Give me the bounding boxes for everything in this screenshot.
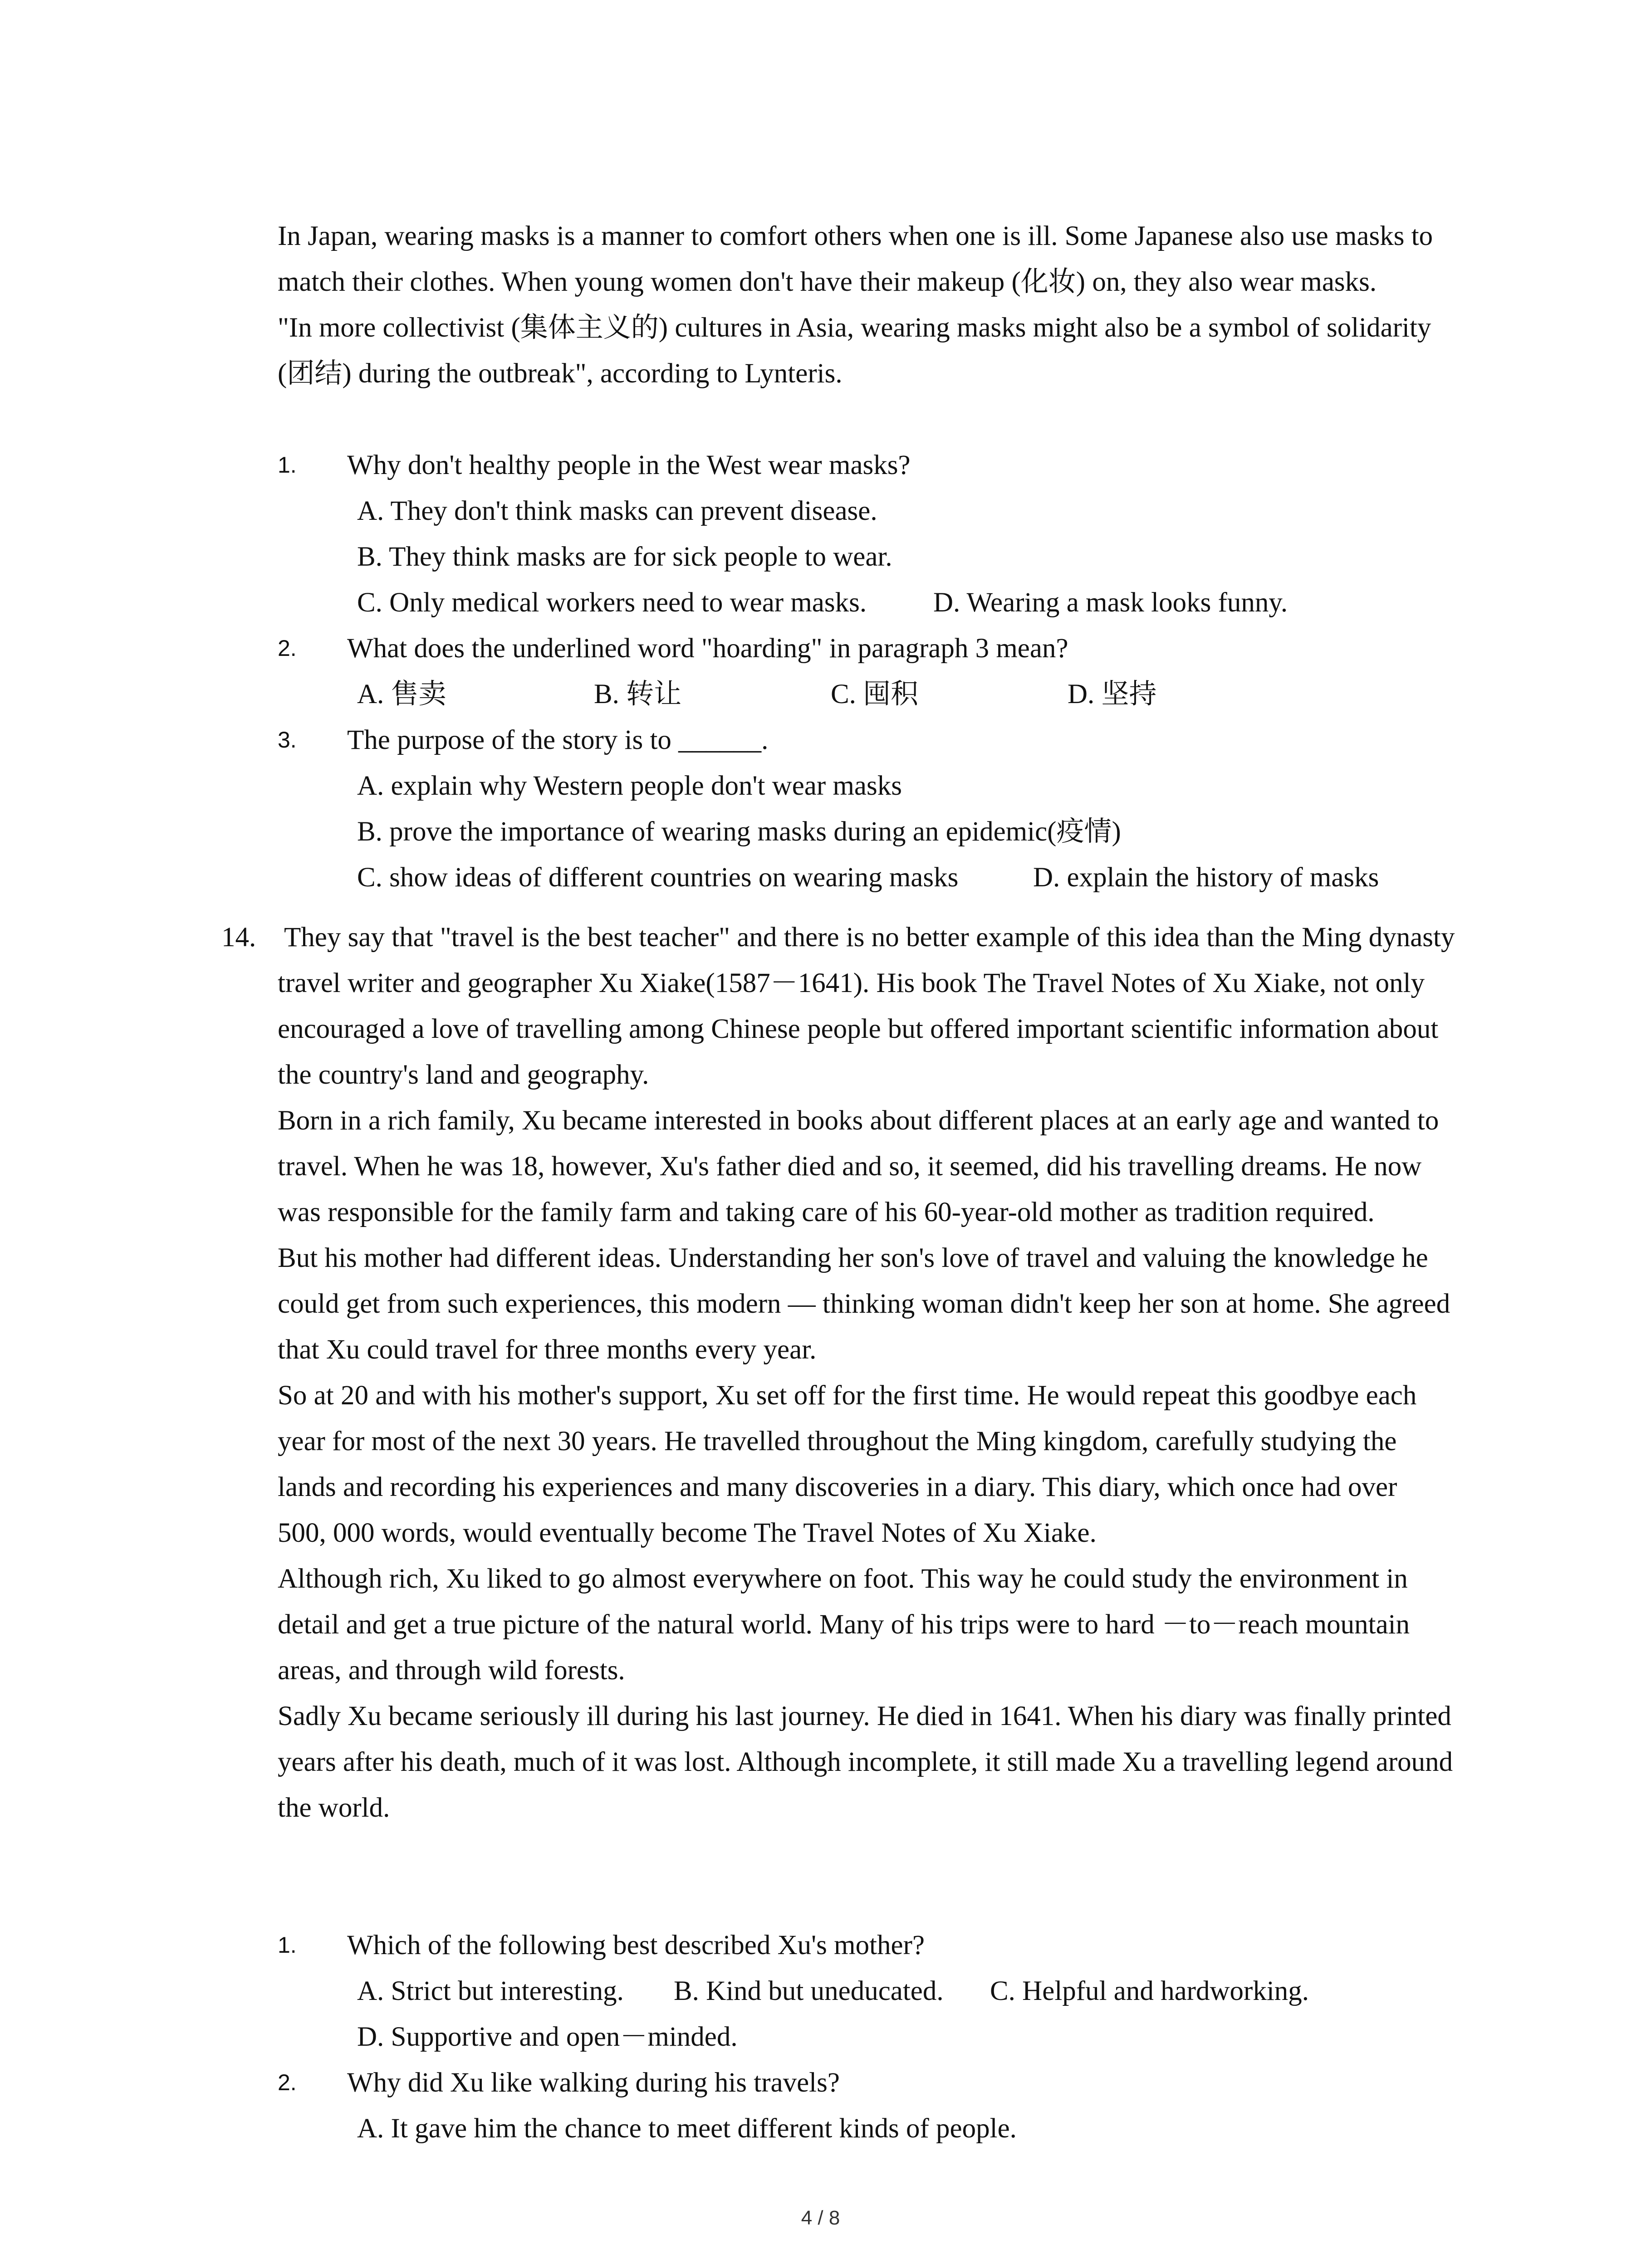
option-c: C. show ideas of different countries on wearing masks bbox=[357, 862, 959, 893]
option-b: B. prove the importance of wearing masks during an epidemic(疫情) bbox=[357, 816, 1121, 847]
paragraph: Sadly Xu became seriously ill during his last journey. He died in 1641. When his diary was finally printed years after his death, much of it was lost. Although incomplete, it still made Xu a travelling legend around the world. bbox=[278, 1701, 1453, 1823]
paragraph: Although rich, Xu liked to go almost everywhere on foot. This way he could study the environment in detail and get a true picture of the natural world. Many of his trips were to hard －to－reach mountain areas, and through wild forests. bbox=[278, 1564, 1410, 1686]
option-b: B. Kind but uneducated. bbox=[674, 1976, 944, 2006]
question-number: 1. bbox=[278, 1932, 297, 1958]
option-d: D. Wearing a mask looks funny. bbox=[933, 587, 1288, 618]
question-number: 3. bbox=[278, 727, 297, 753]
paragraph: But his mother had different ideas. Understanding her son's love of travel and valuing the knowledge he could get from such experiences, this modern — thinking woman didn't keep her son at home. She agreed that Xu could travel for three months every year. bbox=[278, 1243, 1450, 1365]
item-number: 14. bbox=[221, 922, 256, 953]
option-b: B. They think masks are for sick people to wear. bbox=[357, 542, 892, 572]
option-d: D. explain the history of masks bbox=[1033, 862, 1379, 893]
question-3 bbox=[278, 717, 1457, 900]
option-a: A. 售卖 bbox=[357, 679, 446, 709]
option-d: D. 坚持 bbox=[1068, 679, 1157, 709]
question-number: 1. bbox=[278, 452, 297, 478]
paragraph: So at 20 and with his mother's support, Xu set off for the first time. He would repeat this goodbye each year for most of the next 30 years. He travelled throughout the Ming kingdom, carefully studying the lands and recording his experiences and many discoveries in a diary. This diary, which once had over 500, 000 words, would eventually become The Travel Notes of Xu Xiake. bbox=[278, 1380, 1417, 1548]
option-c: C. Helpful and hardworking. bbox=[990, 1976, 1309, 2006]
passage-14-text bbox=[278, 914, 1457, 1831]
option-a: A. It gave him the chance to meet different kinds of people. bbox=[357, 2113, 1017, 2144]
option-b: B. 转让 bbox=[594, 679, 682, 709]
option-a: A. Strict but interesting. bbox=[357, 1976, 624, 2006]
paragraph: "In more collectivist (集体主义的) cultures in Asia, wearing masks might also be a symbol of solidarity (团结) during the outbreak", according to Lynteris. bbox=[278, 313, 1431, 389]
question-2 bbox=[278, 626, 1457, 717]
page-number: 4 / 8 bbox=[801, 2207, 840, 2229]
paragraph: They say that "travel is the best teacher" and there is no better example of this idea than the Ming dynasty travel writer and geographer Xu Xiake(1587－1641). His book The Travel Notes of Xu Xiake, not only encouraged a love of travelling among Chinese people but offered important scientific information about the country's land and geography. bbox=[278, 922, 1455, 1090]
question-text: Why don't healthy people in the West wear masks? bbox=[347, 450, 911, 480]
question-text: What does the underlined word "hoarding" in paragraph 3 mean? bbox=[347, 633, 1068, 664]
paragraph: Born in a rich family, Xu became interested in books about different places at an early age and wanted to travel. When he was 18, however, Xu's father died and so, it seemed, did his travelling dreams. He now was responsible for the family farm and taking care of his 60-year-old mother as tradition required. bbox=[278, 1105, 1439, 1227]
question-number: 2. bbox=[278, 635, 297, 661]
question-text: The purpose of the story is to ______. bbox=[347, 725, 769, 755]
option-a: A. explain why Western people don't wear masks bbox=[357, 771, 902, 801]
question-14-2 bbox=[278, 2060, 1457, 2151]
option-c: C. Only medical workers need to wear masks. bbox=[357, 587, 867, 618]
question-text: Which of the following best described Xu's mother? bbox=[347, 1930, 925, 1960]
passage-13-text bbox=[278, 213, 1457, 396]
option-a: A. They don't think masks can prevent disease. bbox=[357, 496, 877, 526]
question-1 bbox=[278, 442, 1457, 626]
option-c: C. 囤积 bbox=[831, 679, 919, 709]
option-d: D. Supportive and open－minded. bbox=[357, 2022, 738, 2052]
question-number: 2. bbox=[278, 2070, 297, 2095]
question-text: Why did Xu like walking during his travels? bbox=[347, 2068, 840, 2098]
question-14-1 bbox=[278, 1922, 1457, 2060]
paragraph: In Japan, wearing masks is a manner to comfort others when one is ill. Some Japanese also use masks to match their clothes. When young women don't have their makeup (化妆) on, they also wear masks. bbox=[278, 221, 1433, 297]
